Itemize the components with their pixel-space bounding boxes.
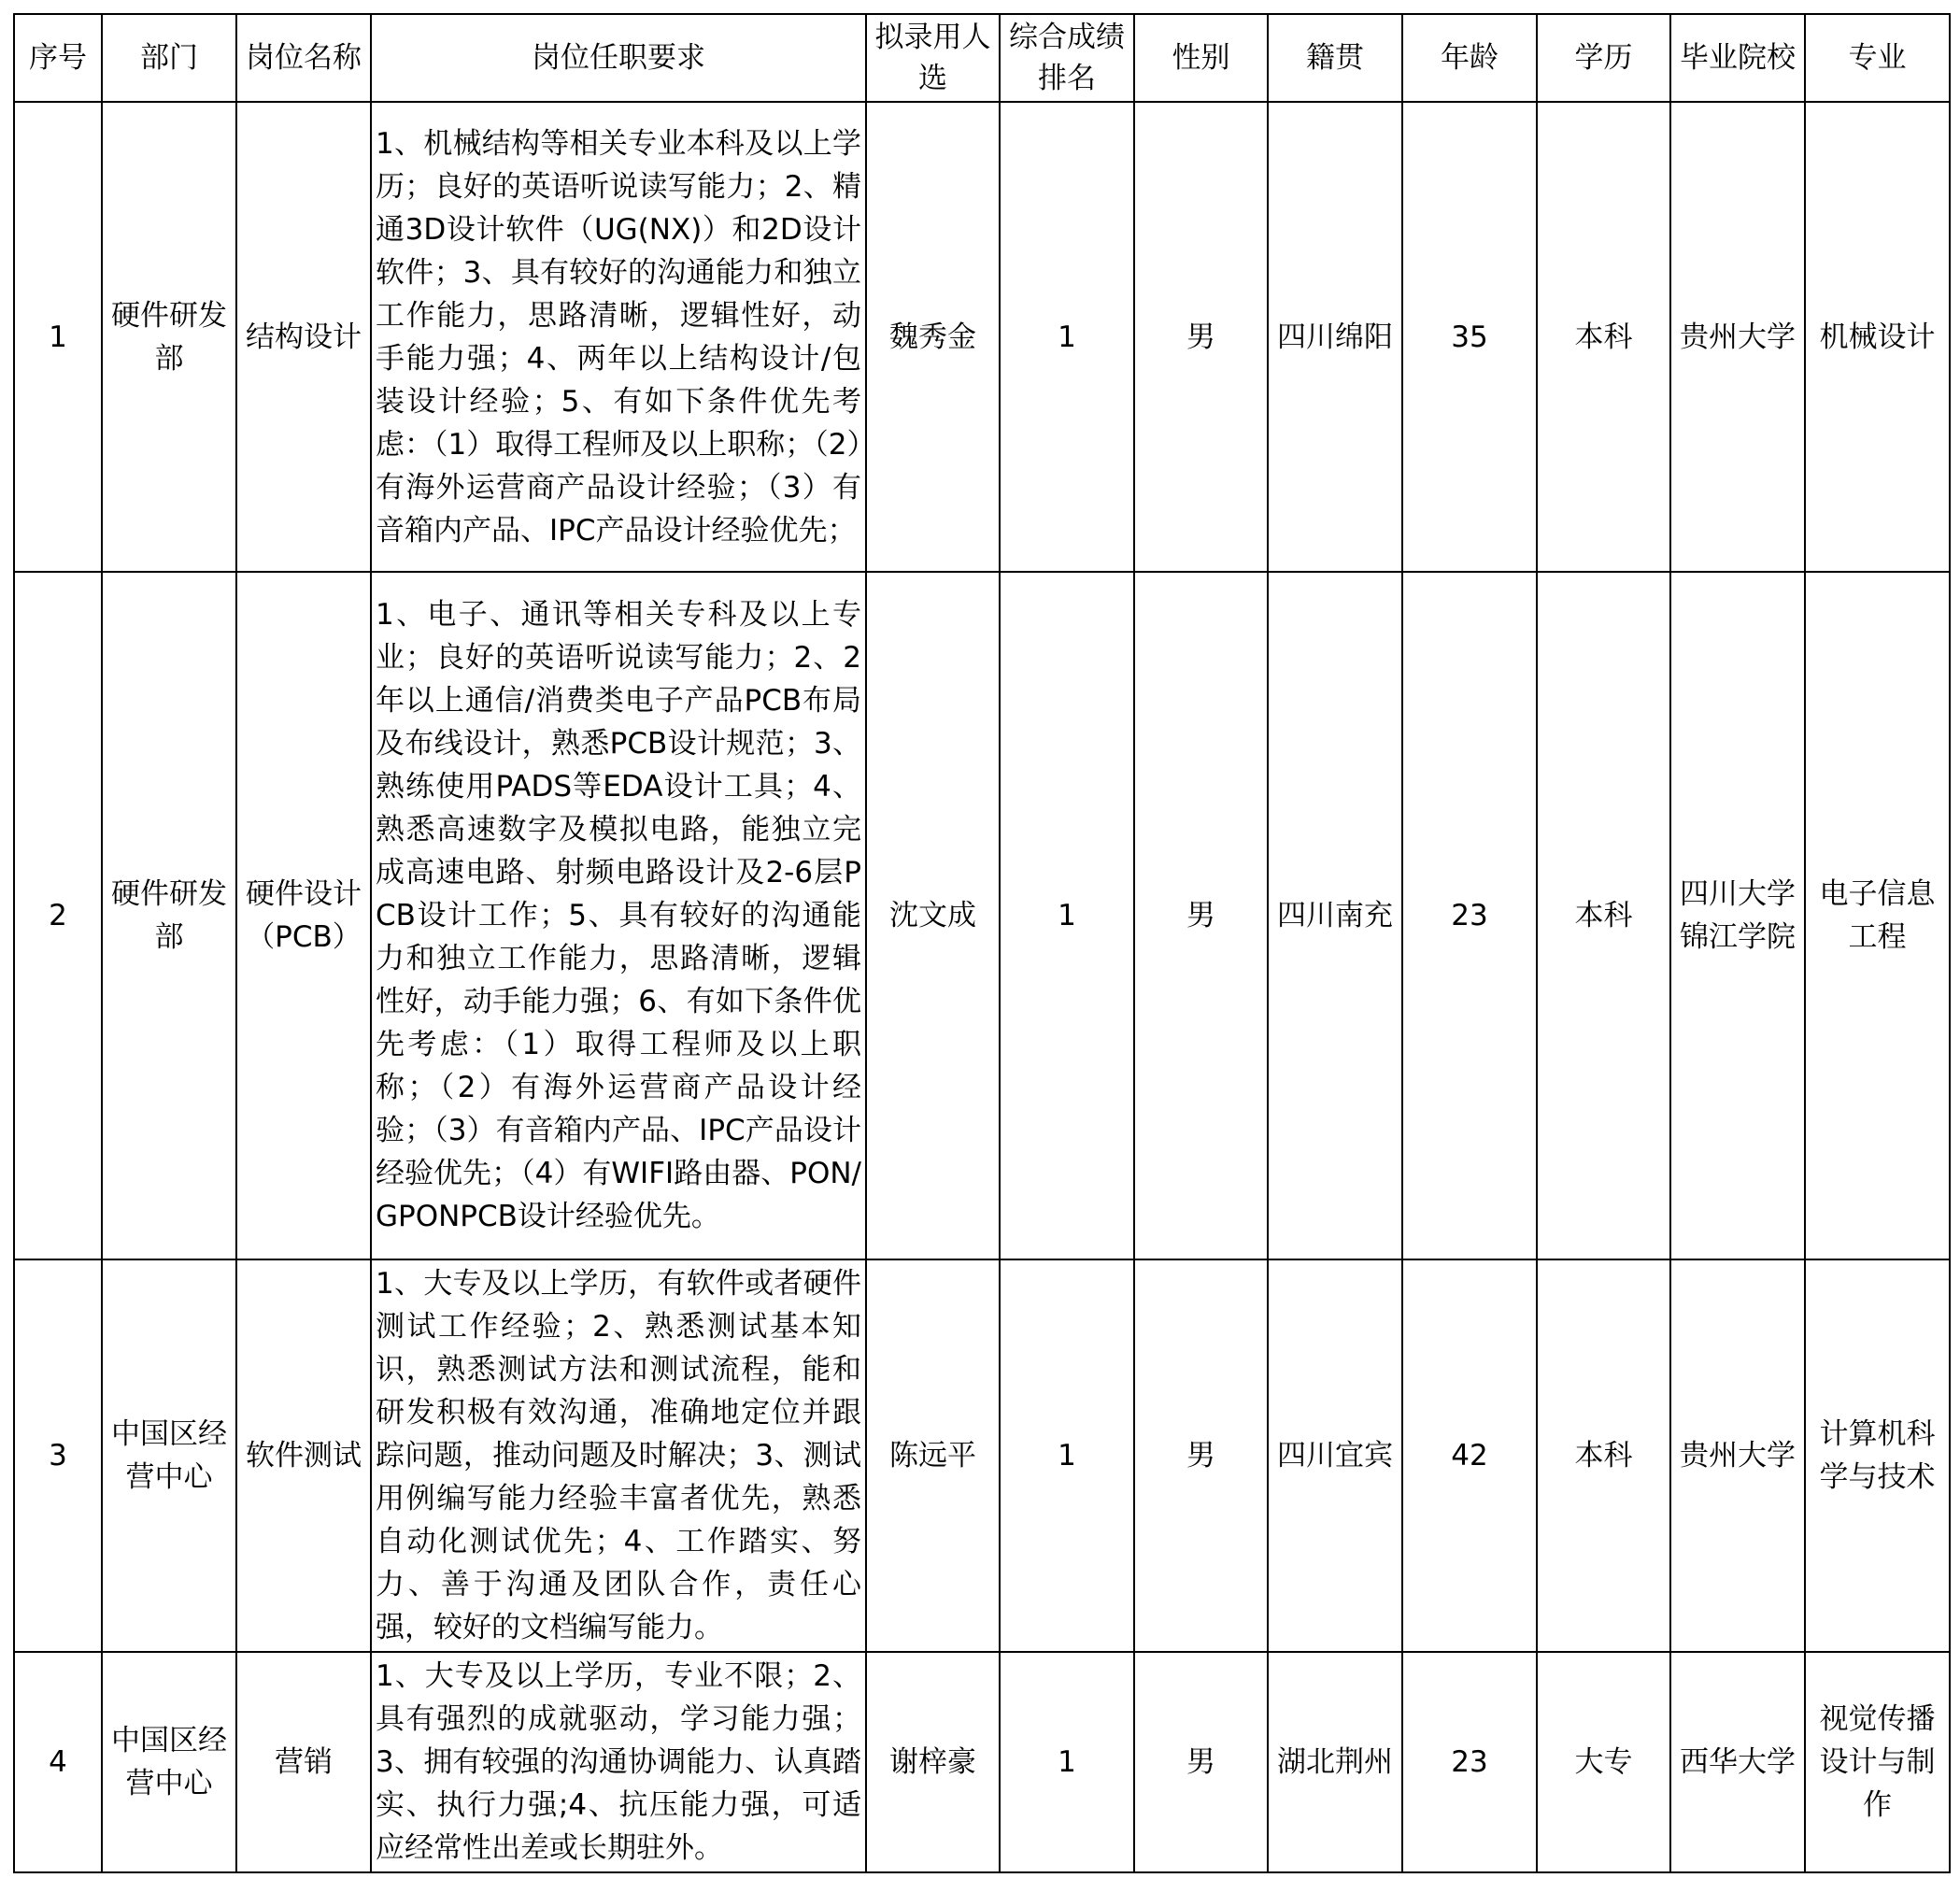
header-candidate: 拟录用人选 (866, 14, 1000, 102)
cell-gender: 男 (1134, 572, 1268, 1259)
header-position: 岗位名称 (236, 14, 371, 102)
cell-dept: 硬件研发部 (102, 572, 236, 1259)
cell-education: 本科 (1537, 572, 1670, 1259)
cell-candidate: 谢梓豪 (866, 1652, 1000, 1872)
table-row (14, 1652, 1950, 1872)
cell-candidate: 魏秀金 (866, 102, 1000, 572)
cell-age: 35 (1402, 102, 1537, 572)
cell-school: 贵州大学 (1670, 1259, 1805, 1652)
cell-seq: 2 (14, 572, 102, 1259)
cell-origin: 四川南充 (1268, 572, 1402, 1259)
cell-education: 本科 (1537, 102, 1670, 572)
header-major: 专业 (1805, 14, 1950, 102)
cell-requirements: 1、大专及以上学历，有软件或者硬件测试工作经验；2、熟悉测试基本知识，熟悉测试方法和测试流程，能和研发积极有效沟通，准确地定位并跟踪问题，推动问题及时解决；3、测试用例编写能力经验丰富者优先，熟悉自动化测试优先；4、工作踏实、努力、善于沟通及团队合作，责任心强，较好的文档编写能力。 (371, 1259, 866, 1652)
cell-age: 23 (1402, 1652, 1537, 1872)
cell-origin: 湖北荆州 (1268, 1652, 1402, 1872)
cell-seq: 3 (14, 1259, 102, 1652)
header-age: 年龄 (1402, 14, 1537, 102)
cell-origin: 四川绵阳 (1268, 102, 1402, 572)
cell-school: 西华大学 (1670, 1652, 1805, 1872)
cell-rank: 1 (1000, 572, 1134, 1259)
table-row (14, 1259, 1950, 1652)
cell-dept: 中国区经营中心 (102, 1652, 236, 1872)
cell-requirements: 1、机械结构等相关专业本科及以上学历；良好的英语听说读写能力；2、精通3D设计软件（UG(NX)）和2D设计软件；3、具有较好的沟通能力和独立工作能力，思路清晰，逻辑性好，动手能力强；4、两年以上结构设计/包装设计经验；5、有如下条件优先考虑：（1）取得工程师及以上职称；（2）有海外运营商产品设计经验；（3）有音箱内产品、IPC产品设计经验优先； (371, 102, 866, 572)
header-gender: 性别 (1134, 14, 1268, 102)
cell-position: 营销 (236, 1652, 371, 1872)
cell-candidate: 沈文成 (866, 572, 1000, 1259)
cell-education: 本科 (1537, 1259, 1670, 1652)
cell-position: 软件测试 (236, 1259, 371, 1652)
header-rank: 综合成绩排名 (1000, 14, 1134, 102)
header-school: 毕业院校 (1670, 14, 1805, 102)
cell-gender: 男 (1134, 102, 1268, 572)
cell-dept: 硬件研发部 (102, 102, 236, 572)
cell-candidate: 陈远平 (866, 1259, 1000, 1652)
cell-education: 大专 (1537, 1652, 1670, 1872)
cell-requirements: 1、电子、通讯等相关专科及以上专业；良好的英语听说读写能力；2、2年以上通信/消费类电子产品PCB布局及布线设计，熟悉PCB设计规范；3、熟练使用PADS等EDA设计工具；4、熟悉高速数字及模拟电路，能独立完成高速电路、射频电路设计及2-6层PCB设计工作；5、具有较好的沟通能力和独立工作能力，思路清晰，逻辑性好，动手能力强；6、有如下条件优先考虑：（1）取得工程师及以上职称；（2）有海外运营商产品设计经验；（3）有音箱内产品、IPC产品设计经验优先；（4）有WIFI路由器、PON/GPONPCB设计经验优先。 (371, 572, 866, 1259)
cell-gender: 男 (1134, 1652, 1268, 1872)
cell-major: 电子信息工程 (1805, 572, 1950, 1259)
cell-school: 贵州大学 (1670, 102, 1805, 572)
cell-school: 四川大学锦江学院 (1670, 572, 1805, 1259)
header-origin: 籍贯 (1268, 14, 1402, 102)
cell-major: 机械设计 (1805, 102, 1950, 572)
table-row (14, 572, 1950, 1259)
table-row (14, 102, 1950, 572)
header-requirements: 岗位任职要求 (371, 14, 866, 102)
header-dept: 部门 (102, 14, 236, 102)
cell-age: 23 (1402, 572, 1537, 1259)
cell-major: 视觉传播设计与制作 (1805, 1652, 1950, 1872)
cell-position: 硬件设计（PCB） (236, 572, 371, 1259)
cell-rank: 1 (1000, 1259, 1134, 1652)
cell-seq: 1 (14, 102, 102, 572)
header-education: 学历 (1537, 14, 1670, 102)
cell-age: 42 (1402, 1259, 1537, 1652)
cell-requirements: 1、大专及以上学历，专业不限；2、具有强烈的成就驱动，学习能力强；3、拥有较强的沟通协调能力、认真踏实、执行力强;4、抗压能力强，可适应经常性出差或长期驻外。 (371, 1652, 866, 1872)
cell-dept: 中国区经营中心 (102, 1259, 236, 1652)
hiring-roster-table (13, 13, 1951, 1873)
cell-rank: 1 (1000, 1652, 1134, 1872)
cell-origin: 四川宜宾 (1268, 1259, 1402, 1652)
cell-gender: 男 (1134, 1259, 1268, 1652)
header-seq: 序号 (14, 14, 102, 102)
cell-major: 计算机科学与技术 (1805, 1259, 1950, 1652)
header-row (14, 14, 1950, 102)
cell-seq: 4 (14, 1652, 102, 1872)
cell-rank: 1 (1000, 102, 1134, 572)
cell-position: 结构设计 (236, 102, 371, 572)
